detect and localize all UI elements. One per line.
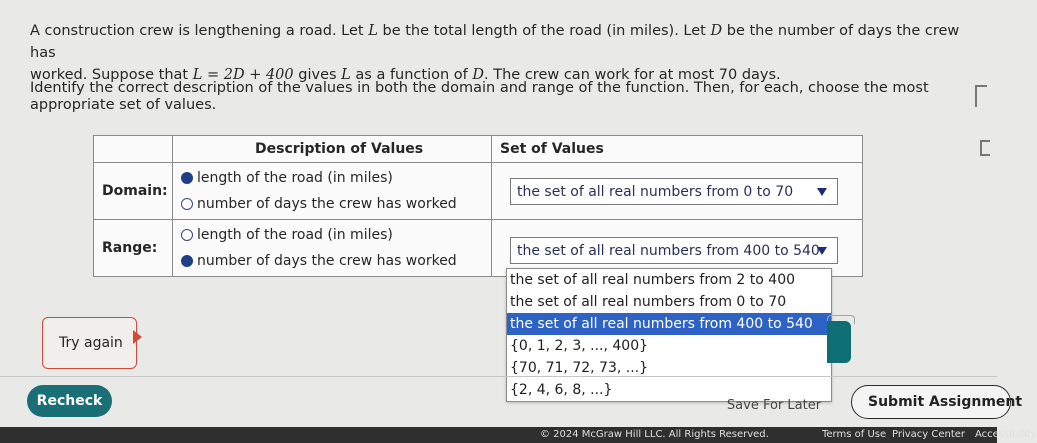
math-var-D: D: [710, 23, 723, 39]
dropdown-option[interactable]: the set of all real numbers from 0 to 70: [510, 294, 787, 310]
question-text-part: gives: [293, 67, 342, 83]
question-text-part: . The crew can work for at most 70 days.: [484, 67, 781, 83]
dropdown-option-highlighted[interactable]: the set of all real numbers from 400 to 540: [507, 313, 831, 335]
divider: [0, 376, 997, 377]
edge-bracket: [975, 85, 987, 107]
question-text-part: as a function of: [350, 67, 473, 83]
header-description: Description of Values: [173, 136, 492, 163]
dropdown-option[interactable]: {2, 4, 6, 8, ...}: [510, 382, 613, 398]
submit-assignment-button[interactable]: Submit Assignment: [851, 385, 1011, 419]
dropdown-option[interactable]: {0, 1, 2, 3, ..., 400}: [510, 338, 649, 354]
save-for-later-button[interactable]: Save For Later: [726, 397, 822, 413]
edge-bracket: [980, 140, 990, 156]
radio-label: number of days the crew has worked: [197, 253, 457, 269]
dropdown-arrow-icon[interactable]: [817, 188, 827, 196]
question-text-part: be the number of days the crew has: [30, 23, 960, 61]
math-var-L: L: [341, 67, 351, 83]
feedback-pointer-icon: [133, 330, 142, 344]
dropdown-option[interactable]: the set of all real numbers from 2 to 400: [510, 272, 796, 288]
domain-radio-days[interactable]: [173, 191, 491, 217]
domain-set-select[interactable]: [510, 178, 838, 205]
question-text: [30, 20, 960, 86]
domain-label: Domain:: [94, 163, 173, 220]
function-equation: L = 2D + 400: [192, 67, 294, 83]
footer-link-terms[interactable]: Terms of Use: [822, 429, 887, 440]
feedback-label: Try again: [59, 335, 123, 351]
panel-edge-accent: [827, 321, 851, 363]
range-radio-road-length[interactable]: [173, 222, 491, 248]
radio-selected-icon[interactable]: [181, 255, 193, 267]
radio-label: number of days the crew has worked: [197, 196, 457, 212]
recheck-button[interactable]: Recheck: [27, 385, 112, 417]
range-set-dropdown-list: [506, 268, 832, 402]
answer-table: [93, 135, 863, 277]
range-description-cell: [173, 220, 492, 277]
range-set-select[interactable]: [510, 237, 838, 264]
footer: [0, 427, 1037, 443]
dropdown-arrow-icon[interactable]: [817, 247, 827, 255]
domain-radio-road-length[interactable]: [173, 165, 491, 191]
range-radio-days[interactable]: [173, 248, 491, 274]
domain-set-cell: [492, 163, 863, 220]
header-set: Set of Values: [492, 136, 863, 163]
radio-unselected-icon[interactable]: [181, 198, 193, 210]
question-text-part: worked. Suppose that: [30, 67, 193, 83]
select-value: the set of all real numbers from 400 to 540: [517, 242, 820, 259]
domain-description-cell: [173, 163, 492, 220]
select-value: the set of all real numbers from 0 to 70: [517, 183, 794, 200]
radio-label: length of the road (in miles): [197, 170, 393, 186]
footer-copyright: © 2024 McGraw Hill LLC. All Rights Reserved.: [540, 429, 769, 440]
question-instruction: Identify the correct description of the values in both the domain and range of the function. Then, for each, choose the most appropriate set of values.: [30, 80, 929, 113]
dropdown-option[interactable]: {70, 71, 72, 73, ...}: [510, 360, 649, 376]
footer-link-privacy[interactable]: Privacy Center: [892, 429, 966, 440]
question-text-part: be the total length of the road (in miles). Let: [377, 23, 711, 39]
table-corner-cell: [94, 136, 173, 163]
question-text-part: A construction crew is lengthening a road. Let: [30, 23, 369, 39]
math-var-L: L: [368, 23, 378, 39]
range-label: Range:: [94, 220, 173, 277]
math-var-D: D: [472, 67, 485, 83]
radio-label: length of the road (in miles): [197, 227, 393, 243]
radio-selected-icon[interactable]: [181, 172, 193, 184]
radio-unselected-icon[interactable]: [181, 229, 193, 241]
try-again-feedback: [42, 317, 137, 369]
footer-link-accessibility[interactable]: Accessibility: [975, 429, 1037, 440]
